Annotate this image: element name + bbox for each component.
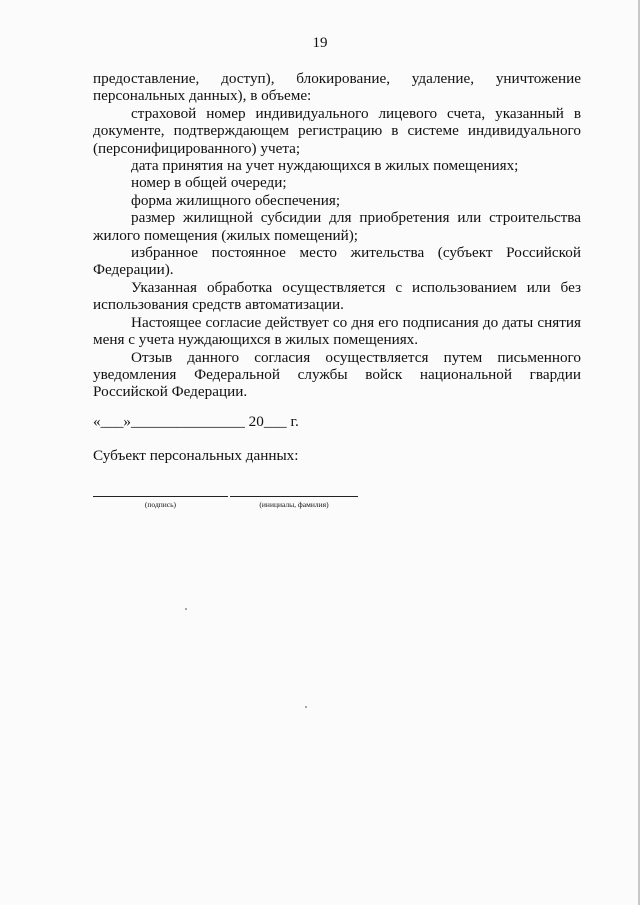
paragraph: номер в общей очереди; [131, 174, 287, 192]
signature-line [93, 496, 228, 497]
name-line [230, 496, 358, 497]
name-caption: (инициалы, фамилия) [259, 500, 329, 509]
paragraph: предоставление, доступ), блокирование, удаление, уничтожение персональных данных), в объеме: [93, 70, 581, 105]
paragraph: Отзыв данного согласия осуществляется путем письменного уведомления Федеральной службы войск национальной гвардии Российской Федерации. [93, 348, 581, 401]
paragraph: Указанная обработка осуществляется с использованием или без использования средств автоматизации. [93, 278, 581, 314]
date-line: «___»_______________ 20___ г. [93, 413, 299, 430]
paragraph: форма жилищного обеспечения; [131, 191, 341, 209]
scan-speck [185, 608, 187, 610]
document-body [93, 70, 581, 401]
subject-label: Субъект персональных данных: [93, 447, 299, 464]
paragraph: дата принятия на учет нуждающихся в жилых помещениях; [131, 157, 519, 175]
paragraph: избранное постоянное место жительства (субъект Российской Федерации). [93, 244, 581, 279]
paragraph: Настоящее согласие действует со дня его подписания до даты снятия меня с учета нуждающихся в жилых помещениях. [93, 313, 581, 349]
paragraph: страховой номер индивидуального лицевого счета, указанный в документе, подтверждающем регистрацию в системе индивидуального (персонифицированного) учета; [93, 104, 581, 157]
paragraph: размер жилищной субсидии для приобретения или строительства жилого помещения (жилых помещений); [93, 209, 581, 244]
signature-caption: (подпись) [144, 500, 177, 509]
scan-speck [305, 706, 307, 708]
page-number: 19 [312, 35, 328, 51]
